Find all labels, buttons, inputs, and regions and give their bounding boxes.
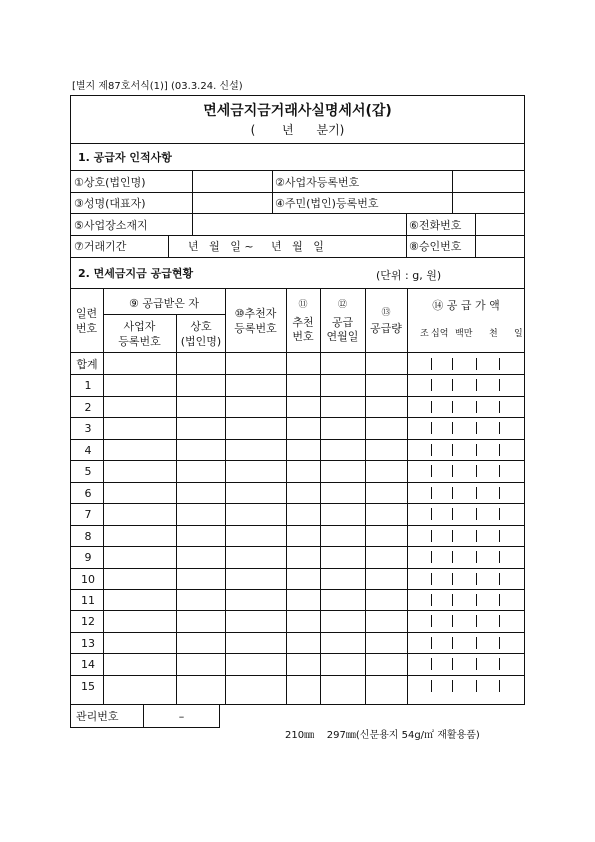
divider xyxy=(320,288,321,705)
row-number: 4 xyxy=(84,443,92,457)
value-digit-separator xyxy=(431,637,432,649)
value-digit-separator xyxy=(499,379,500,391)
value-digit-separator xyxy=(452,358,453,370)
value-digit-separator xyxy=(452,573,453,585)
form-number-note: [별지 제87호서식(1)] (03.3.24. 신설) xyxy=(72,81,243,92)
recommender-regno-header: ⑩추천자 등록번호 xyxy=(234,307,277,335)
value-digit-separator xyxy=(499,551,500,563)
row-number: 6 xyxy=(84,486,92,500)
row-number: 2 xyxy=(84,400,92,414)
amount-header: 공급량 xyxy=(370,322,402,335)
value-digit-separator xyxy=(431,594,432,606)
value-digit-separator xyxy=(499,444,500,456)
row-number: 14 xyxy=(81,658,95,672)
value-digit-separator xyxy=(499,615,500,627)
value-digit-separator xyxy=(431,658,432,670)
divider xyxy=(70,143,525,144)
divider xyxy=(286,288,287,705)
value-digit-separator xyxy=(431,680,432,692)
value-digit-separator xyxy=(452,680,453,692)
value-digit-separator xyxy=(452,637,453,649)
resident-regno-field[interactable] xyxy=(452,193,524,214)
divider xyxy=(103,288,104,705)
value-digit-separator xyxy=(499,594,500,606)
trade-period-label: ⑦거래기간 xyxy=(74,240,127,253)
value-digit-separator xyxy=(476,465,477,477)
approval-no-label: ⑧승인번호 xyxy=(409,240,462,253)
paper-spec-footer: 210㎜ 297㎜(신문용지 54g/㎡ 재활용품) xyxy=(285,730,480,741)
form-title: 면세금지금거래사실명세서(갑) xyxy=(203,103,392,119)
value-digit-separator xyxy=(499,358,500,370)
divider xyxy=(272,171,273,214)
table-row xyxy=(70,482,525,503)
row-number: 7 xyxy=(84,508,92,522)
value-digit-separator xyxy=(431,465,432,477)
business-regno-field[interactable] xyxy=(452,171,524,192)
row-number: 1 xyxy=(84,379,92,393)
table-row xyxy=(70,653,525,674)
serial-header: 일련 번호 xyxy=(75,307,98,335)
recipient-regno-header: 사업자 등록번호 xyxy=(118,320,161,348)
value-unit-million: 백만 xyxy=(455,329,473,339)
value-unit-thousand: 천 xyxy=(489,329,498,339)
table-row xyxy=(70,417,525,438)
divider xyxy=(406,214,407,258)
value-digit-separator xyxy=(499,637,500,649)
value-digit-separator xyxy=(499,680,500,692)
representative-label: ③성명(대표자) xyxy=(74,197,146,210)
recipient-group-header: ⑨ 공급받은 자 xyxy=(129,297,199,310)
row-number: 9 xyxy=(84,551,92,565)
table-row xyxy=(70,396,525,417)
divider xyxy=(407,288,408,705)
value-digit-separator xyxy=(452,551,453,563)
section1-heading: 1. 공급자 인적사항 xyxy=(78,151,172,164)
value-digit-separator xyxy=(452,487,453,499)
table-row xyxy=(70,675,525,696)
value-digit-separator xyxy=(431,401,432,413)
value-digit-separator xyxy=(431,358,432,370)
table-row xyxy=(70,568,525,589)
row-number: 12 xyxy=(81,615,95,629)
value-digit-separator xyxy=(499,422,500,434)
representative-field[interactable] xyxy=(192,193,272,214)
value-digit-separator xyxy=(499,465,500,477)
supply-date-header: 공급 연월일 xyxy=(326,316,359,343)
value-digit-separator xyxy=(476,573,477,585)
value-digit-separator xyxy=(476,594,477,606)
value-digit-separator xyxy=(452,658,453,670)
value-unit-one: 일 xyxy=(514,329,523,339)
value-digit-separator xyxy=(476,444,477,456)
divider xyxy=(70,235,525,236)
value-digit-separator xyxy=(431,551,432,563)
divider xyxy=(475,214,476,258)
row-number: 13 xyxy=(81,636,95,650)
value-digit-separator xyxy=(499,573,500,585)
value-digit-separator xyxy=(431,379,432,391)
value-digit-separator xyxy=(452,379,453,391)
recommend-no-circle: ⑪ xyxy=(298,300,308,310)
trade-period-field[interactable]: 년 월 일 ~ 년 월 일 xyxy=(188,240,324,253)
total-label: 합계 xyxy=(76,358,98,371)
value-digit-separator xyxy=(452,530,453,542)
value-digit-separator xyxy=(431,615,432,627)
table-row xyxy=(70,546,525,567)
address-label: ⑤사업장소재지 xyxy=(74,219,148,232)
divider xyxy=(70,288,525,289)
value-digit-separator xyxy=(476,401,477,413)
value-unit-jo: 조 xyxy=(420,329,429,339)
value-digit-separator xyxy=(431,422,432,434)
table-row xyxy=(70,589,525,610)
divider xyxy=(192,171,193,236)
value-digit-separator xyxy=(452,422,453,434)
value-group-header: ⑭ 공 급 가 액 xyxy=(432,299,500,312)
table-row xyxy=(70,374,525,395)
management-label: 관리번호 xyxy=(76,710,119,723)
value-digit-separator xyxy=(476,487,477,499)
value-digit-separator xyxy=(452,615,453,627)
row-number: 5 xyxy=(84,465,92,479)
value-digit-separator xyxy=(476,658,477,670)
recipient-name-header: 상호 (법인명) xyxy=(180,320,222,348)
value-unit-billion: 십억 xyxy=(431,329,449,339)
table-row xyxy=(70,525,525,546)
resident-regno-label: ④주민(법인)등록번호 xyxy=(275,197,379,210)
value-digit-separator xyxy=(476,379,477,391)
value-digit-separator xyxy=(431,508,432,520)
divider xyxy=(103,314,226,315)
value-digit-separator xyxy=(476,422,477,434)
value-digit-separator xyxy=(499,401,500,413)
value-digit-separator xyxy=(499,487,500,499)
address-field[interactable] xyxy=(192,214,406,235)
business-name-label: ①상호(법인명) xyxy=(74,176,146,189)
value-digit-separator xyxy=(431,573,432,585)
value-digit-separator xyxy=(452,465,453,477)
value-digit-separator xyxy=(431,530,432,542)
value-digit-separator xyxy=(476,637,477,649)
value-digit-separator xyxy=(452,508,453,520)
value-digit-separator xyxy=(452,444,453,456)
table-row xyxy=(70,632,525,653)
table-row xyxy=(70,460,525,481)
phone-label: ⑥전화번호 xyxy=(409,219,462,232)
value-digit-separator xyxy=(499,658,500,670)
table-row xyxy=(70,610,525,631)
value-digit-separator xyxy=(476,530,477,542)
supply-date-circle: ⑫ xyxy=(337,300,347,310)
value-digit-separator xyxy=(476,680,477,692)
value-digit-separator xyxy=(431,444,432,456)
phone-field[interactable] xyxy=(475,214,524,235)
divider xyxy=(452,171,453,214)
value-digit-separator xyxy=(476,615,477,627)
divider xyxy=(225,288,226,705)
value-digit-separator xyxy=(476,358,477,370)
unit-label: (단위 : g, 원) xyxy=(376,269,442,282)
row-number: 10 xyxy=(81,572,95,586)
row-number: 15 xyxy=(81,679,95,693)
value-digit-separator xyxy=(452,594,453,606)
business-regno-label: ②사업자등록번호 xyxy=(275,176,360,189)
divider xyxy=(70,257,525,258)
management-value[interactable]: – xyxy=(178,710,185,723)
value-digit-separator xyxy=(476,551,477,563)
value-digit-separator xyxy=(431,487,432,499)
recommend-no-header: 추천 번호 xyxy=(292,316,314,343)
total-row xyxy=(70,353,525,374)
approval-no-field[interactable] xyxy=(475,236,524,257)
value-digit-separator xyxy=(452,401,453,413)
divider xyxy=(176,314,177,705)
table-row xyxy=(70,439,525,460)
amount-circle: ⑬ xyxy=(381,308,391,318)
business-name-field[interactable] xyxy=(192,171,272,192)
table-row xyxy=(70,503,525,524)
divider xyxy=(365,288,366,705)
row-number: 8 xyxy=(84,529,92,543)
divider xyxy=(168,236,169,257)
row-number: 11 xyxy=(81,593,95,607)
value-digit-separator xyxy=(499,530,500,542)
value-digit-separator xyxy=(499,508,500,520)
value-digit-separator xyxy=(476,508,477,520)
row-number: 3 xyxy=(84,422,92,436)
form-subtitle: ( 년 분기) xyxy=(250,123,345,137)
section2-heading: 2. 면세금지금 공급현황 xyxy=(78,267,194,280)
